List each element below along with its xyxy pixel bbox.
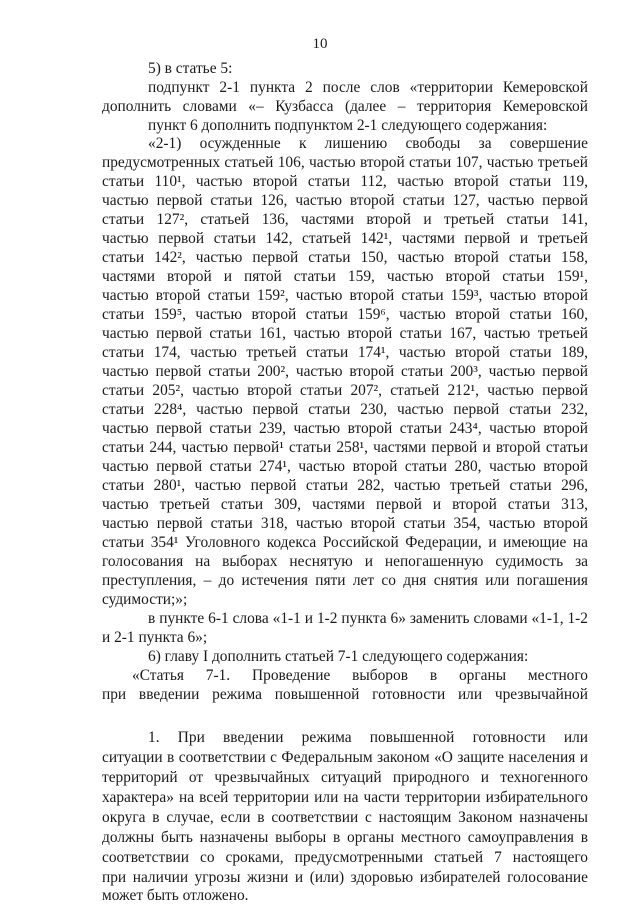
text-line: ситуации в соответствии с Федеральным законом «О защите населения и (102, 749, 588, 766)
page-number: 10 (312, 36, 328, 52)
text-line: предусмотренных статьей 106, частью второй статьи 107, частью третьей (102, 154, 588, 171)
text-line: статьи 354¹ Уголовного кодекса Российской Федерации, и имеющие на (102, 534, 588, 551)
text-line: 5) в статье 5: (148, 60, 233, 77)
text-line: при наличии угрозы жизни и (или) здоровью избирателей голосование (102, 869, 588, 886)
text-line: судимости;»; (102, 591, 188, 608)
text-line: статьи 110¹, частью второй статьи 112, частью второй статьи 119, (102, 173, 588, 190)
text-line: частью первой статьи 142, статьей 142¹, частями первой и третьей (102, 230, 588, 247)
text-line: статьи 205², частью второй статьи 207², статьей 212¹, частью первой (102, 382, 588, 399)
text-line: частью первой статьи 318, частью второй статьи 354, частью второй (102, 515, 588, 532)
text-line: частью первой статьи 161, частью второй статьи 167, частью третьей (102, 325, 588, 342)
text-line: статьи 174, частью третьей статьи 174¹, частью второй статьи 189, (102, 344, 588, 361)
text-line: дополнить словами «– Кузбасса (далее – территория Кемеровской (102, 98, 588, 115)
text-line: статьи 244, частью первой¹ статьи 258¹, частями первой и второй статьи (102, 439, 588, 456)
text-line: голосования на выборах неснятую и непогашенную судимость за (102, 553, 588, 570)
text-line: округа в случае, если в соответствии с настоящим Законом назначены (102, 809, 588, 826)
text-line: преступления, – до истечения пяти лет со дня снятия или погашения (102, 572, 588, 589)
text-line: может быть отложено. (102, 887, 249, 904)
text-line: должны быть назначены выборы в органы местного самоуправления в (102, 829, 588, 846)
text-line: статьи 280¹, частью первой статьи 282, частью третьей статьи 296, (102, 477, 588, 494)
text-line: частями второй и пятой статьи 159, частью второй статьи 159¹, (102, 268, 588, 285)
text-line: 6) главу I дополнить статьей 7-1 следующего содержания: (148, 648, 529, 665)
text-line: подпункт 2-1 пункта 2 после слов «территории Кемеровской (148, 79, 588, 96)
text-line: «Статья 7-1. Проведение выборов в органы местного (132, 667, 588, 684)
text-line: в пункте 6-1 слова «1-1 и 1-2 пункта 6» заменить словами «1-1, 1-2 (148, 610, 588, 627)
text-line: «2-1) осужденные к лишению свободы за совершение (148, 135, 588, 152)
text-line: частью первой статьи 274¹, частью второй статьи 280, частью второй (102, 458, 588, 475)
text-line: характера» на всей территории или на части территории избирательного (102, 789, 588, 806)
text-line: статьи 228⁴, частью первой статьи 230, частью первой статьи 232, (102, 401, 588, 418)
text-line: частью первой статьи 126, частью второй статьи 127, частью первой (102, 192, 588, 209)
text-line: частью третьей статьи 309, частями первой и второй статьи 313, (102, 496, 588, 513)
text-line: статьи 127², статьей 136, частями второй и третьей статьи 141, (102, 211, 588, 228)
text-line: статьи 142², частью первой статьи 150, частью второй статьи 158, (102, 249, 588, 266)
text-line: и 2-1 пункта 6»; (102, 629, 208, 646)
text-line: частью первой статьи 200², частью второй статьи 200³, частью первой (102, 363, 588, 380)
text-line: соответствии со сроками, предусмотренными статьей 7 настоящего (102, 849, 588, 866)
text-line: пункт 6 дополнить подпунктом 2-1 следующего содержания: (148, 117, 548, 134)
text-line: частью второй статьи 159², частью второй статьи 159³, частью второй (102, 287, 588, 304)
text-line: территорий от чрезвычайных ситуаций природного и техногенного (102, 769, 588, 786)
text-line: частью первой статьи 239, частью второй статьи 243⁴, частью второй (102, 420, 588, 437)
text-line: статьи 159⁵, частью второй статьи 159⁶, частью второй статьи 160, (102, 306, 588, 323)
text-line: при введении режима повышенной готовности или чрезвычайной (102, 686, 588, 703)
text-line: 1. При введении режима повышенной готовности или (148, 729, 588, 746)
